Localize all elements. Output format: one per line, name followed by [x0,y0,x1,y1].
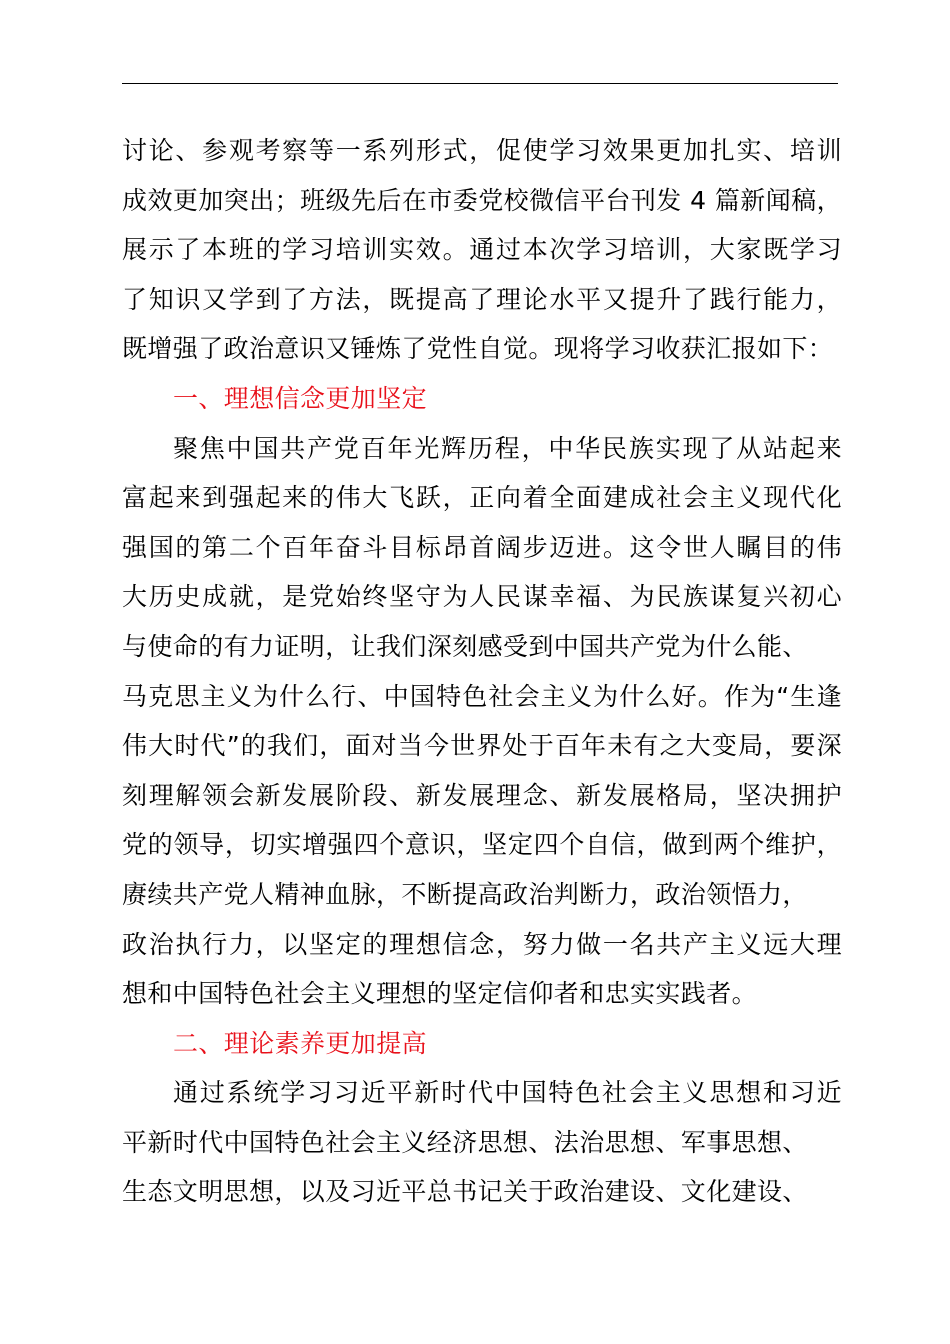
text-line: 党的领导，切实增强四个意识，坚定四个自信，做到两个维护， [122,830,842,860]
text-line: 聚焦中国共产党百年光辉历程，中华民族实现了从站起来 [173,433,842,463]
section-1-paragraph [122,424,842,1019]
text-line: 平新时代中国特色社会主义经济思想、法治思想、军事思想、 [122,1127,808,1157]
text-line: 刻理解领会新发展阶段、新发展理念、新发展格局，坚决拥护 [122,780,842,810]
section-heading-1: 一、理想信念更加坚定 [173,383,428,413]
section-2-paragraph [122,1068,842,1217]
text-line: 想和中国特色社会主义理想的坚定信仰者和忠实实践者。 [122,979,758,1009]
text-line: 讨论、参观考察等一系列形式，促使学习效果更加扎实、培训 [122,136,842,165]
document-body [122,126,842,1217]
section-heading-2: 二、理论素养更加提高 [173,1028,428,1058]
text-line: 富起来到强起来的伟大飞跃，正向着全面建成社会主义现代化 [122,483,842,513]
text-line: 政治执行力，以坚定的理想信念，努力做一名共产主义远大理 [122,929,842,959]
text-line: 与使命的有力证明，让我们深刻感受到中国共产党为什么能、 [122,631,808,661]
text-line: 既增强了政治意识又锤炼了党性自觉。现将学习收获汇报如下： [122,334,834,364]
text-line: 伟大时代”的我们，面对当今世界处于百年未有之大变局，要深 [122,731,842,761]
text-line: 通过系统学习习近平新时代中国特色社会主义思想和习近 [173,1078,842,1108]
intro-paragraph [122,126,842,374]
header-rule [122,83,838,84]
text-line: 生态文明思想，以及习近平总书记关于政治建设、文化建设、 [122,1177,808,1207]
text-line: 成效更加突出；班级先后在市委党校微信平台刊发 4 篇新闻稿， [122,185,842,215]
text-line: 强国的第二个百年奋斗目标昂首阔步迈进。这令世人瞩目的伟 [122,532,842,562]
text-line: 马克思主义为什么行、中国特色社会主义为什么好。作为“生逢 [122,681,842,711]
text-line: 了知识又学到了方法，既提高了理论水平又提升了践行能力， [122,284,842,314]
text-line: 赓续共产党人精神血脉，不断提高政治判断力，政治领悟力， [122,879,808,909]
text-line: 大历史成就，是党始终坚守为人民谋幸福、为民族谋复兴初心 [122,582,842,612]
text-line: 展示了本班的学习培训实效。通过本次学习培训，大家既学习 [122,235,842,265]
